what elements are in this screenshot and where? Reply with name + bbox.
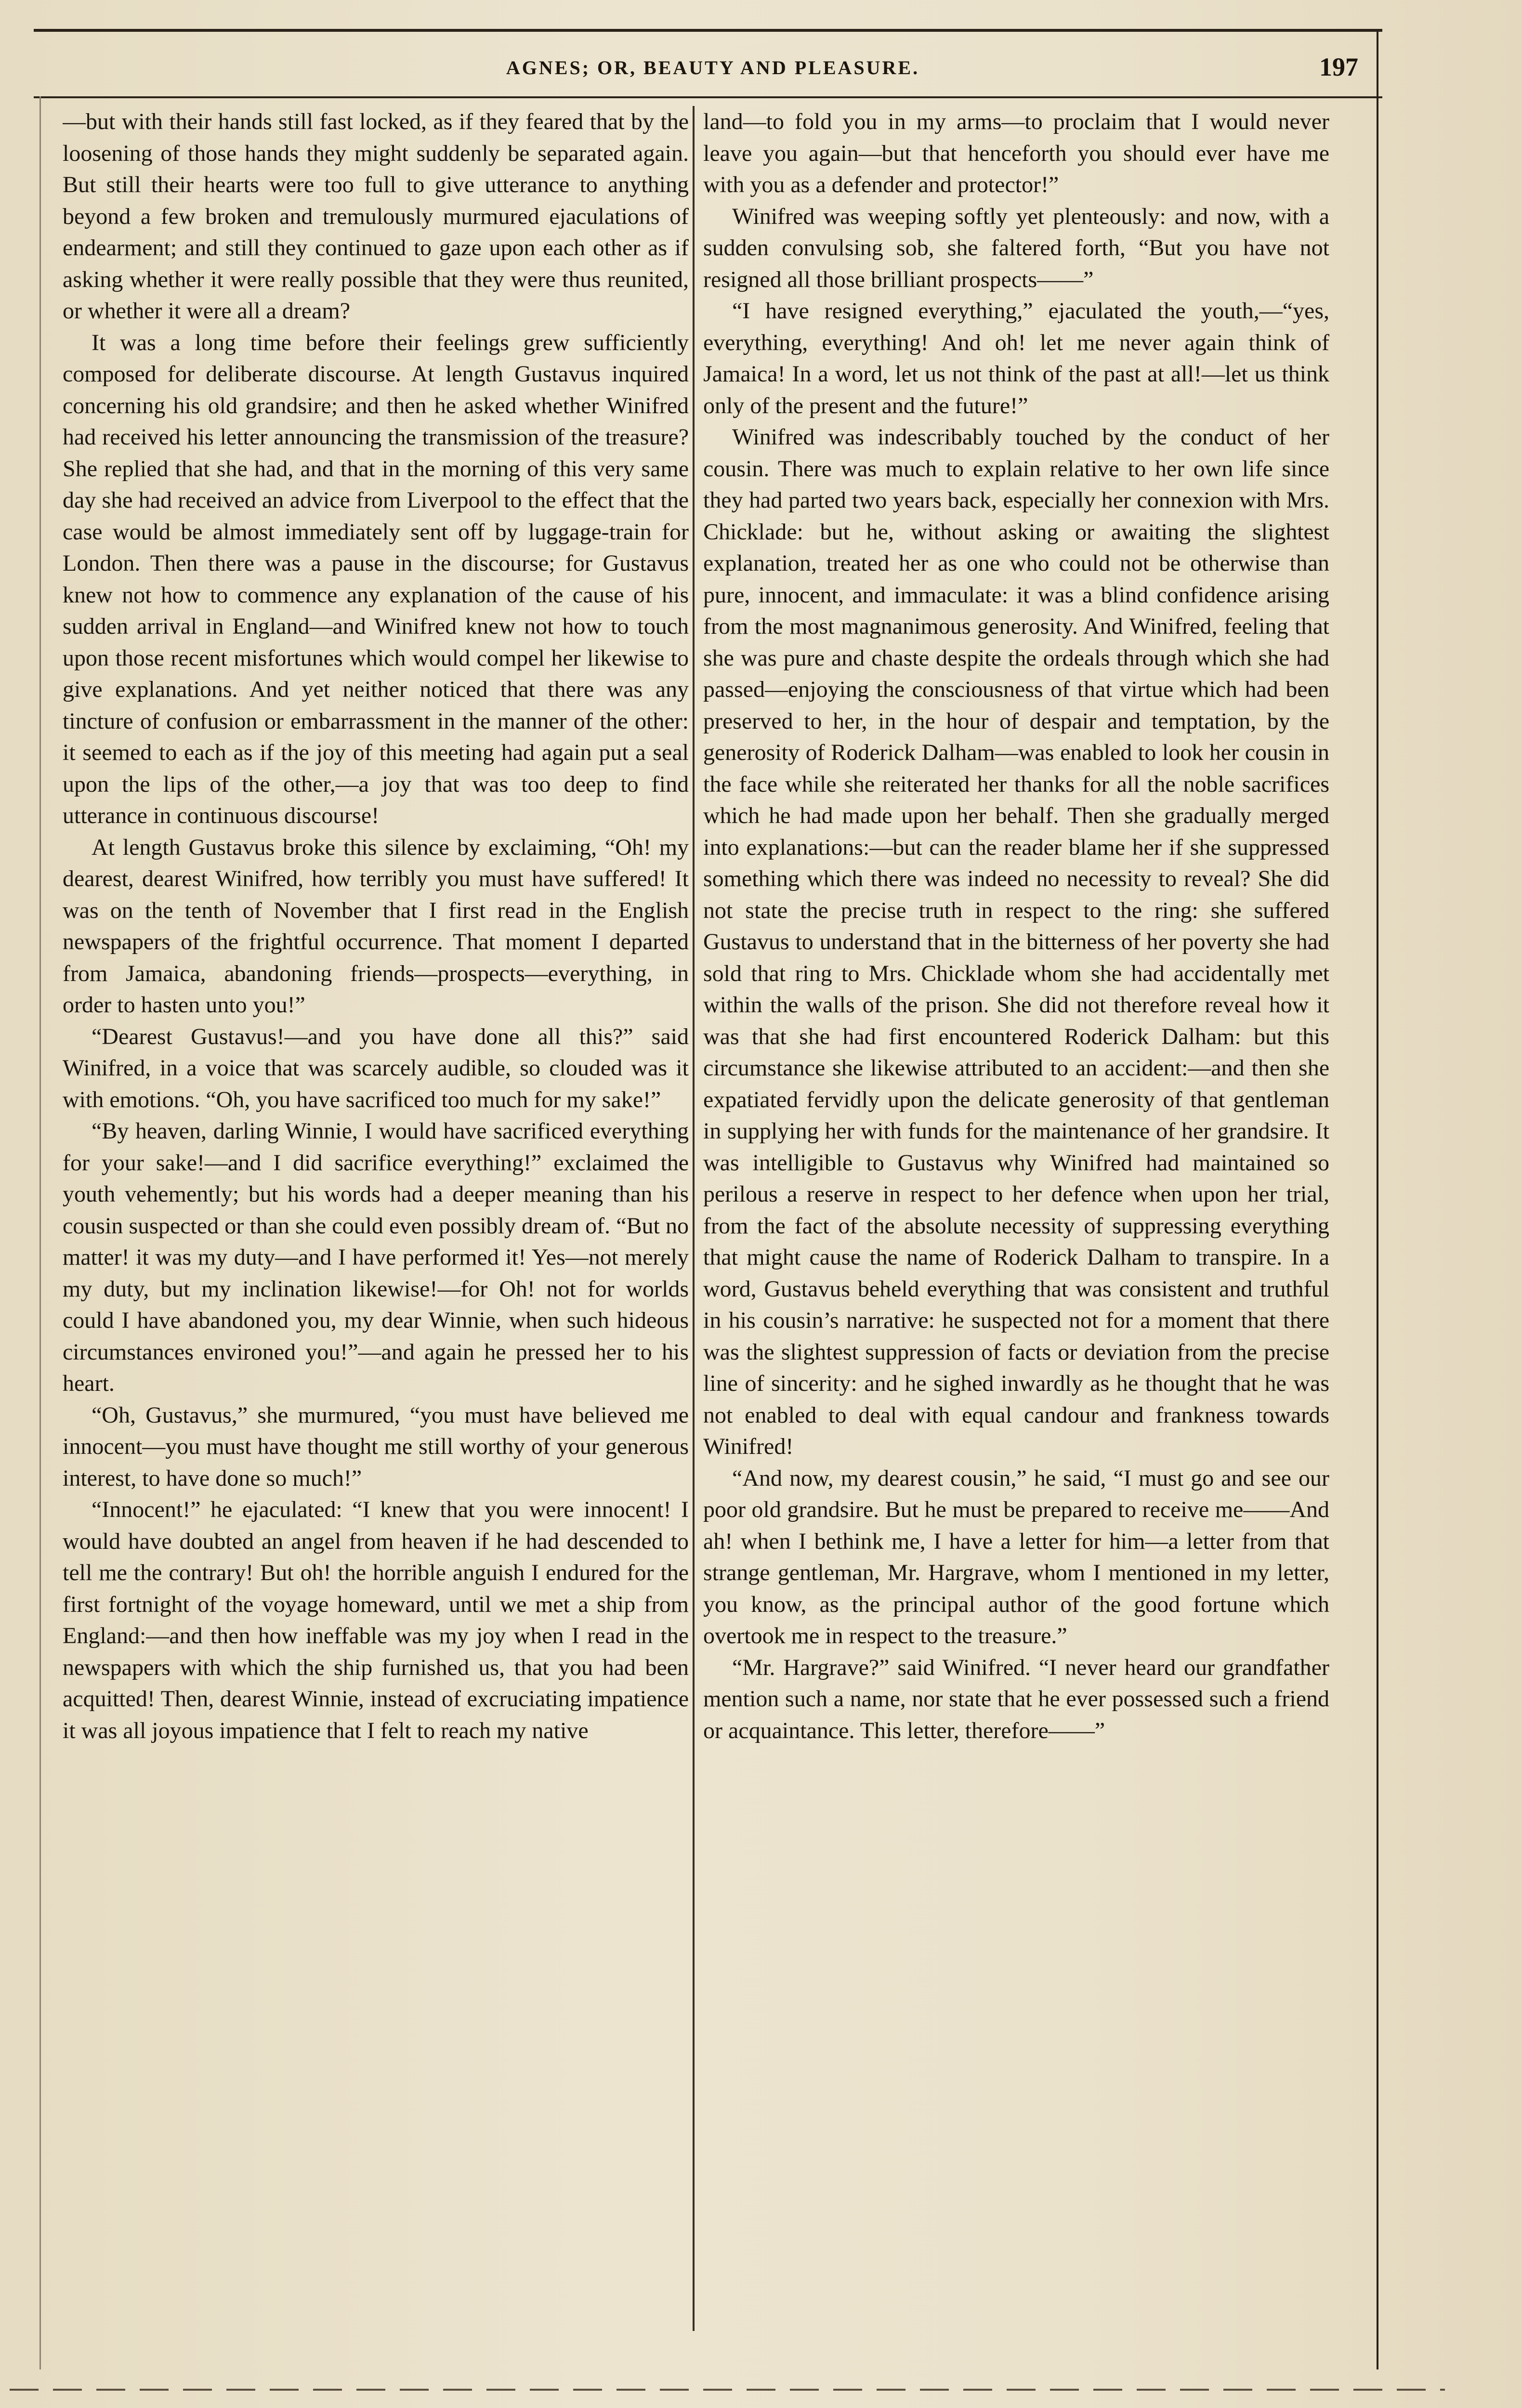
right-margin-rule <box>1377 29 1378 2369</box>
paragraph: —but with their hands still fast locked, as if they feared that by the loosening of those hands they might suddenly be separated again. But still their hearts were too full to give utterance to anything beyond a few broken and tremulously murmured ejaculations of endearment; and still they continued to gaze upon each other as if asking whether it were really possible that they were thus reunited, or whether it were all a dream? <box>63 109 689 324</box>
paragraph: “Dearest Gustavus!—and you have done all this?” said Winifred, in a voice that was scarcely audible, so clouded was it with emotions. “Oh, you have sacrificed too much for my sake!” <box>63 1023 689 1112</box>
bottom-rule <box>10 2389 1445 2391</box>
paragraph: “Oh, Gustavus,” she murmured, “you must have believed me innocent—you must have thought me still worthy of your generous interest, to have done so much!” <box>63 1402 689 1491</box>
paragraph: “Mr. Hargrave?” said Winifred. “I never heard our grandfather mention such a name, nor state that he ever possessed such a friend or acquaintance. This letter, therefore——” <box>703 1654 1329 1743</box>
page-number: 197 <box>1319 52 1358 81</box>
paragraph: It was a long time before their feelings grew sufficiently composed for deliberate discourse. At length Gustavus inquired concerning his old grandsire; and then he asked whether Winifred had received his letter announcing the transmission of the treasure? She replied that she had, and that in the morning of this very same day she had received an advice from Liverpool to the effect that the case would be almost immediately sent off by luggage-train for London. Then there was a pause in the discourse; for Gustavus knew not how to commence any explanation of the cause of his sudden arrival in England—and Winifred knew not how to touch upon those recent misfortunes which would compel her likewise to give explanations. And yet neither noticed that there was any tincture of confusion or embarrassment in the manner of the other: it seemed to each as if the joy of this meeting had again put a seal upon the lips of the other,—a joy that was too deep to find utterance in continuous discourse! <box>63 329 689 828</box>
left-margin-rule <box>39 96 41 2369</box>
right-column <box>703 106 1329 2331</box>
header-rule <box>34 29 1382 32</box>
column-divider <box>693 106 695 2331</box>
paragraph: “And now, my dearest cousin,” he said, “I must go and see our poor old grandsire. But he must be prepared to receive me——And ah! when I bethink me, I have a letter for him—a letter from that strange gentleman, Mr. Hargrave, whom I mentioned in my letter, you know, as the principal author of the good fortune which overtook me in respect to the treasure.” <box>703 1465 1329 1649</box>
left-column <box>63 106 689 2331</box>
paragraph: At length Gustavus broke this silence by exclaiming, “Oh! my dearest, dearest Winifred, how terribly you must have suffered! It was on the tenth of November that I first read in the English newspapers of the frightful occurrence. That moment I departed from Jamaica, abandoning friends—prospects—everything, in order to hasten unto you!” <box>63 834 689 1018</box>
running-head <box>67 48 1358 87</box>
paragraph: Winifred was weeping softly yet plenteously: and now, with a sudden convulsing sob, she faltered forth, “But you have not resigned all those brilliant prospects——” <box>703 203 1329 292</box>
head-rule <box>34 96 1382 98</box>
paragraph: “I have resigned everything,” ejaculated the youth,—“yes, everything, everything! And oh! let me never again think of Jamaica! In a word, let us not think of the past at all!—let us think only of the present and the future!” <box>703 298 1329 419</box>
paragraph: “By heaven, darling Winnie, I would have sacrificed everything for your sake!—and I did sacrifice everything!” exclaimed the youth vehemently; but his words had a deeper meaning than his cousin suspected or than she could even possibly dream of. “But no matter! it was my duty—and I have performed it! Yes—not merely my duty, but my inclination likewise!—for Oh! not for worlds could I have abandoned you, my dear Winnie, when such hideous circumstances environed you!”—and again he pressed her to his heart. <box>63 1118 689 1396</box>
paragraph: Winifred was indescribably touched by the conduct of her cousin. There was much to explain relative to her own life since they had parted two years back, especially her connexion with Mrs. Chicklade: but he, without asking or awaiting the slightest explanation, treated her as one who could not be otherwise than pure, innocent, and immaculate: it was a blind confidence arising from the most magnanimous generosity. And Winifred, feeling that she was pure and chaste despite the ordeals through which she had passed—enjoying the consciousness of that virtue which had been preserved to her, in the hour of despair and temptation, by the generosity of Roderick Dalham—was enabled to look her cousin in the face while she reiterated her thanks for all the noble sacrifices which he had made upon her behalf. Then she gradually merged into explanations:—but can the reader blame her if she suppressed something which there was indeed no necessity to reveal? She did not state the precise truth in respect to the ring: she suffered Gustavus to understand that in the bitterness of her poverty she had sold that ring to Mrs. Chicklade whom she had accidentally met within the walls of the prison. She did not therefore reveal how it was that she had first encountered Roderick Dalham: but this circumstance she likewise attributed to an accident:—and then she expatiated fervidly upon the delicate generosity of that gentleman in supplying her with funds for the maintenance of her grandsire. It was intelligible to Gustavus why Winifred had maintained so perilous a reserve in respect to her defence when upon her trial, from the fact of the absolute necessity of suppressing everything that might cause the name of Roderick Dalham to transpire. In a word, Gustavus beheld everything that was consistent and truthful in his cousin’s narrative: he suspected not for a moment that there was the slightest suppression of facts or deviation from the precise line of sincerity: and he sighed inwardly as he thought that he was not enabled to deal with equal candour and frankness towards Winifred! <box>703 424 1329 1459</box>
running-title: AGNES; OR, BEAUTY AND PLEASURE. <box>506 56 920 79</box>
paragraph: “Innocent!” he ejaculated: “I knew that you were innocent! I would have doubted an angel from heaven if he had descended to tell me the contrary! But oh! the horrible anguish I endured for the first fortnight of the voyage homeward, until we met a ship from England:—and then how ineffable was my joy when I read in the newspapers with which the ship furnished us, that you had been acquitted! Then, dearest Winnie, instead of excruciating impatience it was all joyous impatience that I felt to reach my native <box>63 1497 689 1743</box>
paragraph: land—to fold you in my arms—to proclaim that I would never leave you again—but that henceforth you should ever have me with you as a defender and protector!” <box>703 109 1329 197</box>
